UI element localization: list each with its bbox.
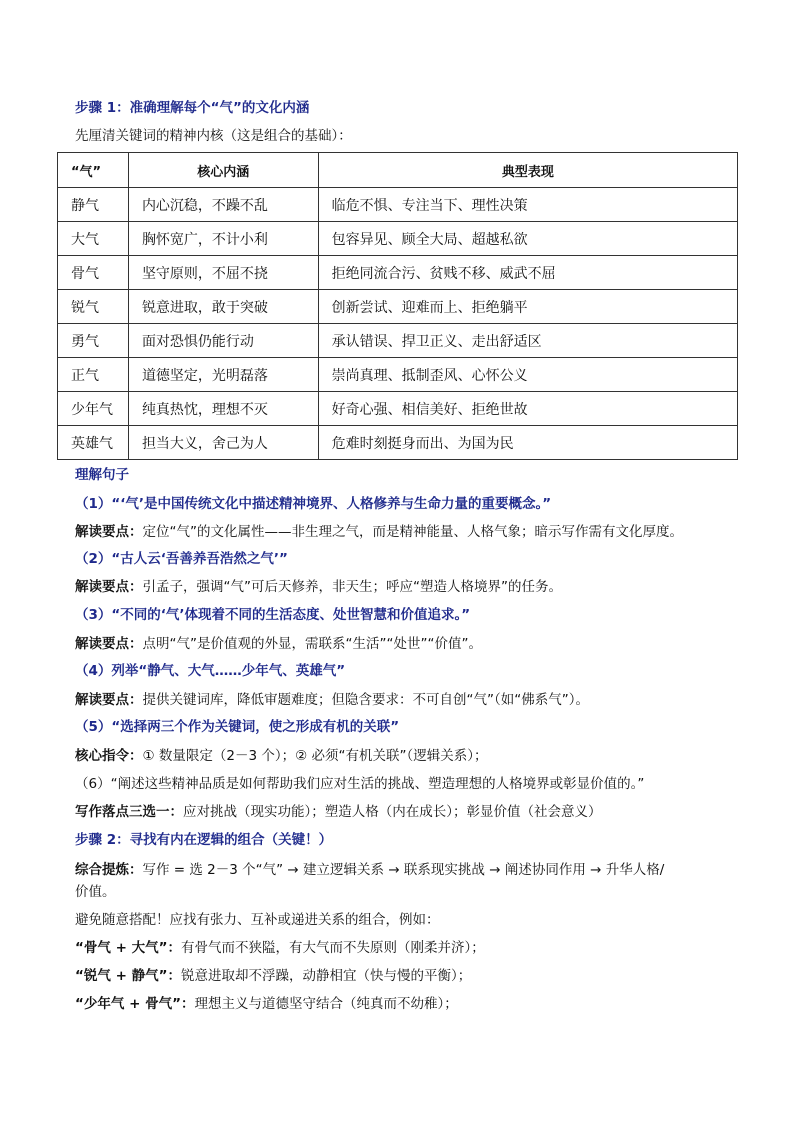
avoid-note: 避免随意搭配！应找有张力、互补或递进关系的组合，例如：	[75, 912, 440, 928]
header-qi: “气”	[58, 153, 129, 188]
note-text: 定位“气”的文化属性——非生理之气，而是精神能量、人格气象；暗示写作需有文化厚度。	[142, 524, 683, 540]
table-cell: 包容异见、顾全大局、超越私欲	[318, 222, 737, 256]
table-row	[58, 290, 738, 324]
note-1	[75, 522, 683, 542]
note-3	[75, 634, 482, 654]
note-text: 提供关键词库，降低审题难度；但隐含要求：不可自创“气”（如“佛系气”）。	[142, 692, 589, 708]
sentence-2: （2）“古人云‘吾善养吾浩然之气’”	[75, 551, 288, 567]
table-cell: 胸怀宽广，不计小利	[128, 222, 318, 256]
table-row	[58, 426, 738, 460]
note-label: 解读要点：	[75, 636, 143, 652]
table-cell: 面对恐惧仍能行动	[128, 324, 318, 358]
table-cell: 坚守原则，不屈不挠	[128, 256, 318, 290]
step1-intro: 先厘清关键词的精神内核（这是组合的基础）：	[75, 128, 352, 144]
table-cell: 骨气	[58, 256, 129, 290]
table-cell: 纯真热忱，理想不灭	[128, 392, 318, 426]
summary-line-2: 价值。	[75, 884, 116, 900]
sentence-3: （3）“不同的‘气’体现着不同的生活态度、处世智慧和价值追求。”	[75, 607, 471, 623]
table-cell: 好奇心强、相信美好、拒绝世故	[318, 392, 737, 426]
writing-focus	[75, 802, 602, 822]
sentence-6: （6）“阐述这些精神品质是如何帮助我们应对生活的挑战、塑造理想的人格境界或彰显价值的。”	[75, 776, 645, 792]
sentence-5: （5）“选择两三个作为关键词，使之形成有机的关联”	[75, 719, 400, 735]
table-row	[58, 324, 738, 358]
note-label: 核心指令：	[75, 748, 143, 764]
note-text: 点明“气”是价值观的外显，需联系“生活”“处世”“价值”。	[142, 636, 482, 652]
table-cell: 静气	[58, 188, 129, 222]
summary-line-1	[75, 860, 664, 880]
header-core: 核心内涵	[128, 153, 318, 188]
combo-text: 理想主义与道德坚守结合（纯真而不幼稚）；	[194, 996, 458, 1012]
combo-2	[75, 966, 471, 986]
step1-title: 步骤 1：准确理解每个“气”的文化内涵	[75, 100, 310, 116]
combo-label: “锐气 + 静气”：	[75, 968, 181, 984]
note-5	[75, 746, 488, 766]
combo-3	[75, 994, 458, 1014]
table-cell: 道德坚定，光明磊落	[128, 358, 318, 392]
table-header-row	[58, 153, 738, 188]
table-row	[58, 188, 738, 222]
writing-text: 应对挑战（现实功能）；塑造人格（内在成长）；彰显价值（社会意义）	[183, 804, 602, 820]
understand-heading: 理解句子	[75, 467, 129, 483]
step2-title: 步骤 2：寻找有内在逻辑的组合（关键！）	[75, 832, 333, 848]
writing-label: 写作落点三选一：	[75, 804, 183, 820]
combo-1	[75, 938, 485, 958]
table-cell: 锐意进取，敢于突破	[128, 290, 318, 324]
table-cell: 少年气	[58, 392, 129, 426]
note-2	[75, 577, 562, 597]
summary-text: 写作 = 选 2－3 个“气” → 建立逻辑关系 → 联系现实挑战 → 阐述协同作用 → 升华人格/	[142, 862, 665, 878]
note-label: 解读要点：	[75, 692, 143, 708]
qi-table	[57, 152, 738, 460]
table-cell: 担当大义，舍己为人	[128, 426, 318, 460]
table-cell: 创新尝试、迎难而上、拒绝躺平	[318, 290, 737, 324]
table-cell: 承认错误、捍卫正义、走出舒适区	[318, 324, 737, 358]
table-row	[58, 392, 738, 426]
note-4	[75, 690, 589, 710]
note-label: 解读要点：	[75, 524, 143, 540]
summary-label: 综合提炼：	[75, 862, 143, 878]
sentence-1: （1）“‘气’是中国传统文化中描述精神境界、人格修养与生命力量的重要概念。”	[75, 496, 552, 512]
table-cell: 拒绝同流合污、贫贱不移、威武不屈	[318, 256, 737, 290]
table-cell: 锐气	[58, 290, 129, 324]
table-cell: 危难时刻挺身而出、为国为民	[318, 426, 737, 460]
combo-text: 锐意进取却不浮躁，动静相宜（快与慢的平衡）；	[180, 968, 472, 984]
sentence-4: （4）列举“静气、大气……少年气、英雄气”	[75, 663, 346, 679]
combo-text: 有骨气而不狭隘，有大气而不失原则（刚柔并济）；	[180, 940, 485, 956]
table-cell: 内心沉稳，不躁不乱	[128, 188, 318, 222]
table-cell: 崇尚真理、抵制歪风、心怀公义	[318, 358, 737, 392]
table-cell: 正气	[58, 358, 129, 392]
header-typical: 典型表现	[318, 153, 737, 188]
note-text: 引孟子，强调“气”可后天修养，非天生；呼应“塑造人格境界”的任务。	[142, 579, 562, 595]
table-row	[58, 222, 738, 256]
table-cell: 大气	[58, 222, 129, 256]
table-cell: 勇气	[58, 324, 129, 358]
note-label: 解读要点：	[75, 579, 143, 595]
note-text: ① 数量限定（2－3 个）；② 必须“有机关联”（逻辑关系）；	[142, 748, 488, 764]
table-cell: 英雄气	[58, 426, 129, 460]
table-cell: 临危不惧、专注当下、理性决策	[318, 188, 737, 222]
combo-label: “少年气 + 骨气”：	[75, 996, 195, 1012]
combo-label: “骨气 + 大气”：	[75, 940, 181, 956]
table-row	[58, 256, 738, 290]
table-row	[58, 358, 738, 392]
